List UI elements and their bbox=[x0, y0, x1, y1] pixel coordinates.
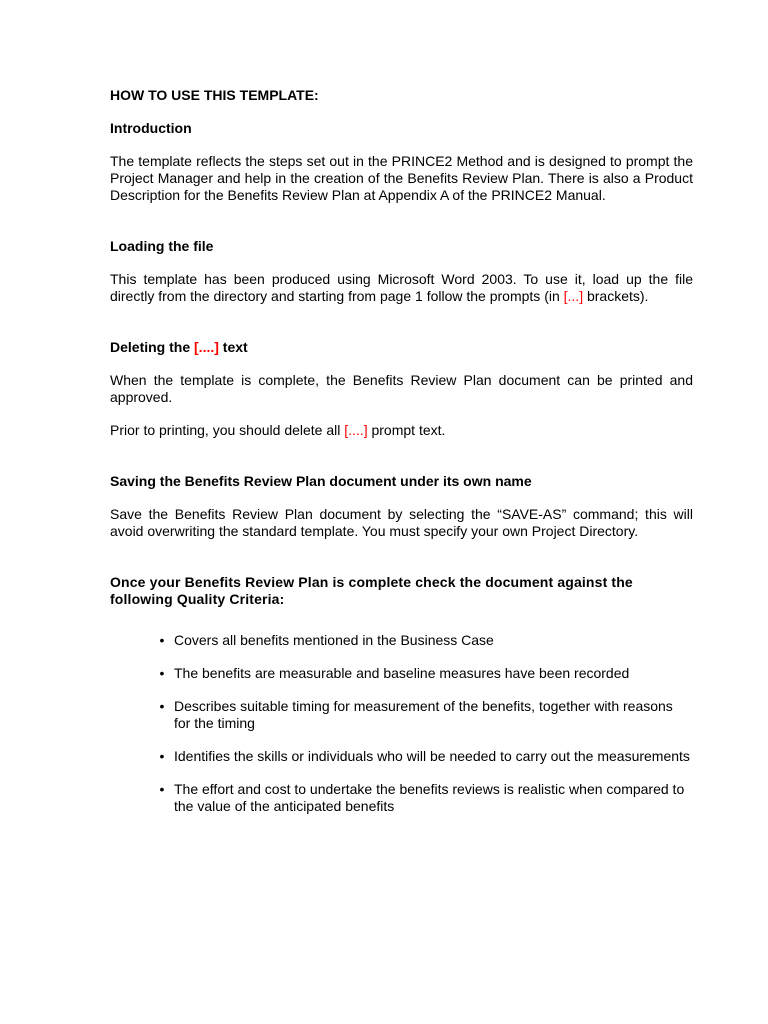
deleting-text-after: prompt text. bbox=[367, 422, 446, 438]
list-item-text: The benefits are measurable and baseline measures have been recorded bbox=[174, 665, 630, 681]
list-item-text: Identifies the skills or individuals who will be needed to carry out the measurements bbox=[174, 748, 690, 764]
deleting-paragraph-2 bbox=[110, 422, 693, 439]
deleting-heading-after: text bbox=[218, 339, 248, 355]
bullet-icon: • bbox=[159, 632, 165, 648]
saving-paragraph: Save the Benefits Review Plan document by selecting the “SAVE-AS” command; this will avoid overwriting the standard template. You must specify your own Project Directory. bbox=[110, 506, 693, 539]
introduction-paragraph: The template reflects the steps set out in the PRINCE2 Method and is designed to prompt the Project Manager and help in the creation of the Benefits Review Plan. There is also a Product Description for the Benefits Review Plan at Appendix A of the PRINCE2 Manual. bbox=[110, 153, 693, 203]
deleting-paragraph-1: When the template is complete, the Benefits Review Plan document can be printed and approved. bbox=[110, 372, 693, 405]
quality-criteria-list bbox=[110, 632, 693, 815]
loading-heading: Loading the file bbox=[110, 238, 214, 254]
bullet-icon: • bbox=[159, 698, 165, 714]
deleting-heading-before: Deleting the bbox=[110, 339, 195, 355]
deleting-heading bbox=[110, 339, 693, 356]
bullet-icon: • bbox=[159, 665, 165, 681]
bullet-icon: • bbox=[159, 781, 165, 797]
quality-criteria-heading: Once your Benefits Review Plan is complete check the document against the following Quality Criteria: bbox=[110, 574, 633, 607]
bullet-icon: • bbox=[159, 748, 165, 764]
loading-text-before: This template has been produced using Microsoft Word 2003. To use it, load up the file directly from the directory and starting from page 1 follow the prompts (in bbox=[110, 271, 693, 304]
prompt-marker: [....] bbox=[344, 422, 368, 438]
list-item-text: Covers all benefits mentioned in the Business Case bbox=[174, 632, 494, 648]
deleting-text-before: Prior to printing, you should delete all bbox=[110, 422, 345, 438]
list-item bbox=[110, 665, 693, 682]
list-item bbox=[110, 698, 693, 732]
loading-text-after: brackets). bbox=[583, 288, 649, 304]
list-item bbox=[110, 748, 693, 765]
saving-heading: Saving the Benefits Review Plan document under its own name bbox=[110, 473, 532, 489]
list-item-text: The effort and cost to undertake the benefits reviews is realistic when compared to the value of the anticipated benefits bbox=[174, 781, 685, 814]
introduction-heading: Introduction bbox=[110, 120, 192, 136]
list-item-text: Describes suitable timing for measurement of the benefits, together with reasons for the timing bbox=[174, 698, 673, 731]
prompt-marker: [...] bbox=[563, 288, 584, 304]
list-item bbox=[110, 781, 693, 815]
loading-paragraph bbox=[110, 271, 693, 305]
list-item bbox=[110, 632, 693, 649]
page-title: HOW TO USE THIS TEMPLATE: bbox=[110, 87, 319, 103]
prompt-marker: [....] bbox=[194, 339, 219, 355]
